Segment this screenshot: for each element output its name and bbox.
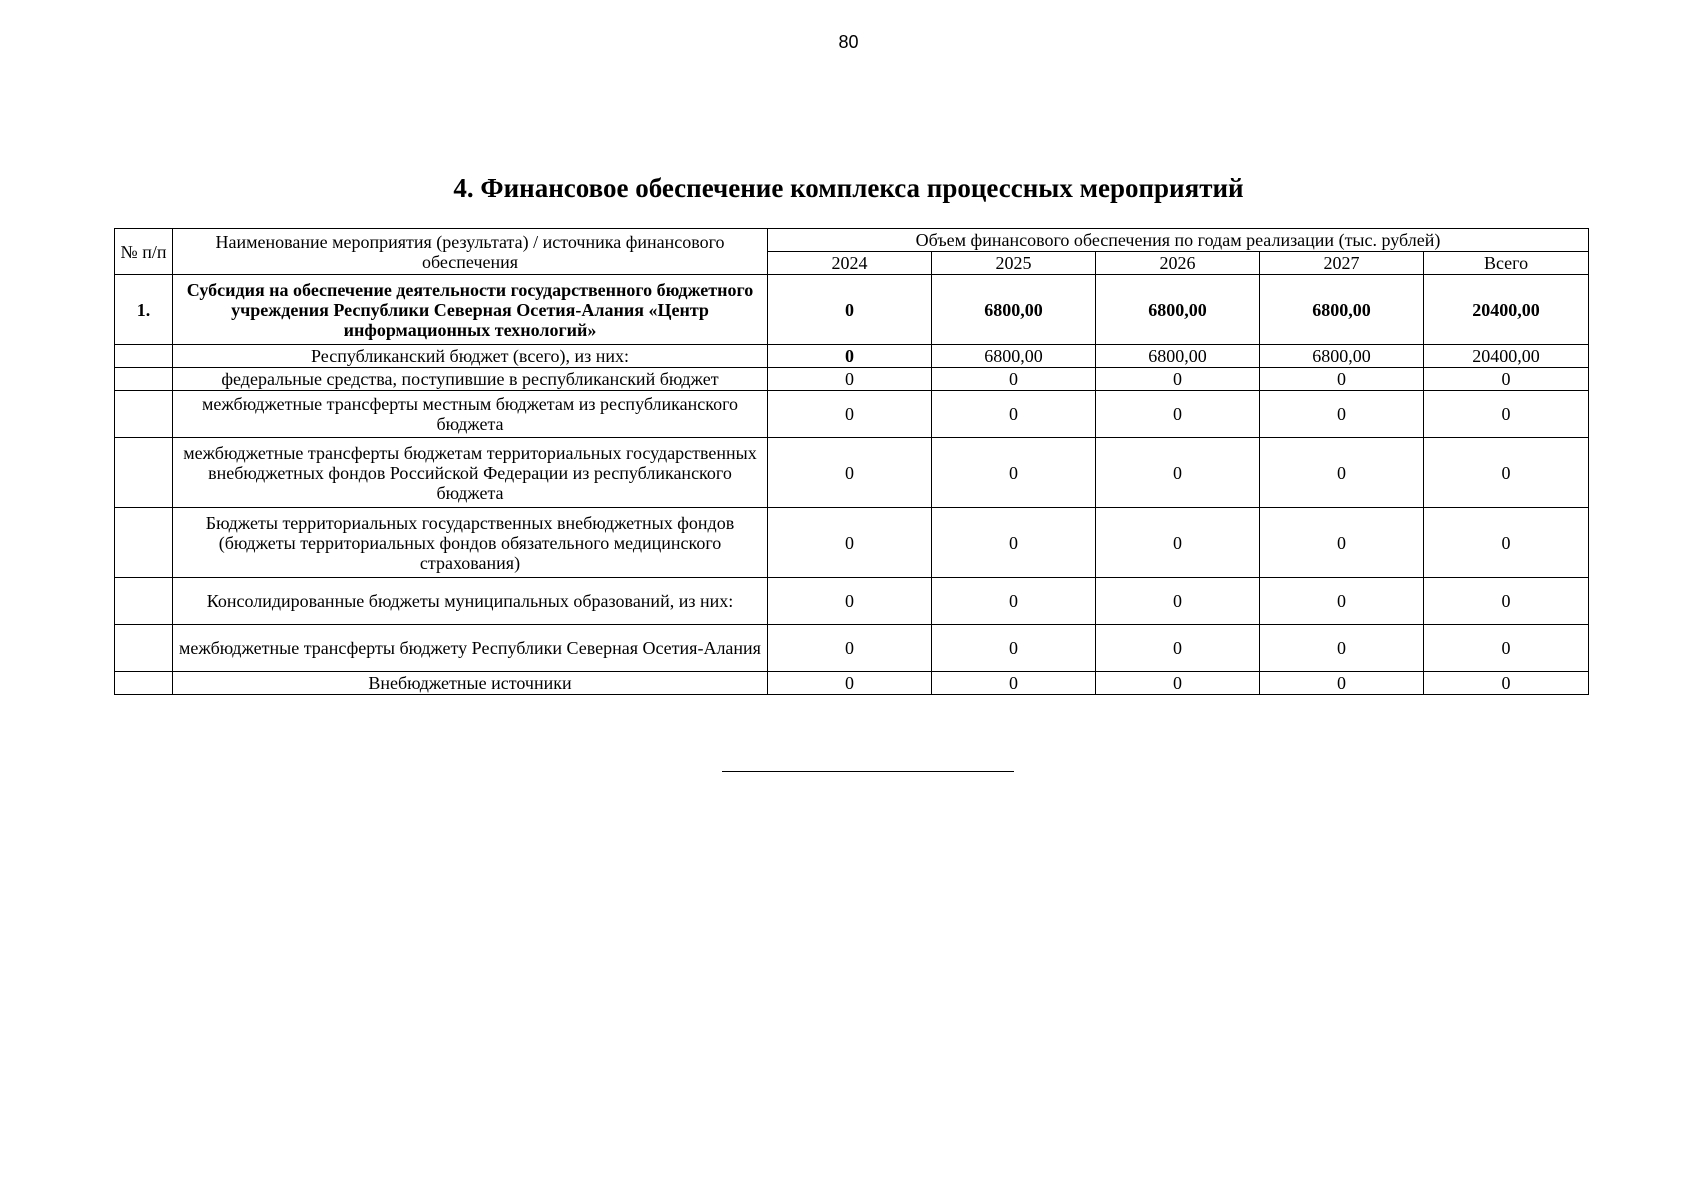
row-value: 20400,00 bbox=[1424, 275, 1589, 345]
header-num: № п/п bbox=[115, 229, 173, 275]
table-row bbox=[115, 345, 1589, 368]
section-title: 4. Финансовое обеспечение комплекса процессных мероприятий bbox=[453, 173, 1244, 203]
row-value: 6800,00 bbox=[1096, 345, 1260, 368]
row-value: 0 bbox=[1424, 578, 1589, 625]
footnote-divider bbox=[722, 771, 1014, 772]
header-year: 2024 bbox=[768, 252, 932, 275]
row-value: 0 bbox=[768, 438, 932, 508]
row-value: 0 bbox=[768, 625, 932, 672]
row-value: 0 bbox=[1260, 578, 1424, 625]
row-num bbox=[115, 345, 173, 368]
row-num: 1. bbox=[115, 275, 173, 345]
row-name: Республиканский бюджет (всего), из них: bbox=[173, 345, 768, 368]
table-row bbox=[115, 438, 1589, 508]
row-value: 0 bbox=[1424, 368, 1589, 391]
header-row-top bbox=[115, 229, 1589, 252]
row-value: 0 bbox=[768, 578, 932, 625]
row-name: Внебюджетные источники bbox=[173, 672, 768, 695]
row-num bbox=[115, 508, 173, 578]
row-value: 0 bbox=[1424, 625, 1589, 672]
row-value: 0 bbox=[768, 368, 932, 391]
row-value: 0 bbox=[1424, 438, 1589, 508]
table-row bbox=[115, 368, 1589, 391]
row-num bbox=[115, 578, 173, 625]
header-year: 2026 bbox=[1096, 252, 1260, 275]
row-value: 0 bbox=[1096, 578, 1260, 625]
row-value: 0 bbox=[1260, 508, 1424, 578]
row-value: 0 bbox=[932, 672, 1096, 695]
row-value: 0 bbox=[768, 391, 932, 438]
row-value: 0 bbox=[768, 672, 932, 695]
row-value: 0 bbox=[932, 578, 1096, 625]
row-value: 0 bbox=[1096, 625, 1260, 672]
row-value: 0 bbox=[932, 438, 1096, 508]
row-num bbox=[115, 368, 173, 391]
row-num bbox=[115, 391, 173, 438]
row-value: 0 bbox=[1260, 672, 1424, 695]
row-value: 0 bbox=[932, 508, 1096, 578]
row-value: 0 bbox=[932, 368, 1096, 391]
table-row bbox=[115, 625, 1589, 672]
row-value: 0 bbox=[1096, 438, 1260, 508]
row-value: 0 bbox=[1260, 625, 1424, 672]
row-value: 0 bbox=[1424, 391, 1589, 438]
row-value: 6800,00 bbox=[932, 345, 1096, 368]
row-num bbox=[115, 672, 173, 695]
table-row bbox=[115, 672, 1589, 695]
page-number: 80 bbox=[838, 32, 859, 52]
row-value: 20400,00 bbox=[1424, 345, 1589, 368]
row-value: 0 bbox=[768, 345, 932, 368]
row-name: Бюджеты территориальных государственных внебюджетных фондов (бюджеты территориальных фондов обязательного медицинского страхования) bbox=[173, 508, 768, 578]
header-year: 2027 bbox=[1260, 252, 1424, 275]
table-row bbox=[115, 275, 1589, 345]
row-value: 0 bbox=[1096, 508, 1260, 578]
row-name: межбюджетные трансферты местным бюджетам из республиканского бюджета bbox=[173, 391, 768, 438]
row-value: 0 bbox=[768, 508, 932, 578]
table-row bbox=[115, 508, 1589, 578]
row-value: 0 bbox=[1096, 368, 1260, 391]
row-value: 0 bbox=[1424, 508, 1589, 578]
header-volume: Объем финансового обеспечения по годам реализации (тыс. рублей) bbox=[768, 229, 1589, 252]
row-name: межбюджетные трансферты бюджетам территориальных государственных внебюджетных фондов Российской Федерации из республиканского бюджета bbox=[173, 438, 768, 508]
row-value: 0 bbox=[1096, 391, 1260, 438]
row-value: 6800,00 bbox=[932, 275, 1096, 345]
table-row bbox=[115, 391, 1589, 438]
row-name: Субсидия на обеспечение деятельности государственного бюджетного учреждения Республики Северная Осетия-Алания «Центр информационных технологий» bbox=[173, 275, 768, 345]
row-value: 0 bbox=[1260, 391, 1424, 438]
row-value: 0 bbox=[1096, 672, 1260, 695]
row-value: 0 bbox=[932, 625, 1096, 672]
row-value: 0 bbox=[1260, 438, 1424, 508]
row-name: Консолидированные бюджеты муниципальных образований, из них: bbox=[173, 578, 768, 625]
row-name: федеральные средства, поступившие в республиканский бюджет bbox=[173, 368, 768, 391]
row-value: 0 bbox=[932, 391, 1096, 438]
row-name: межбюджетные трансферты бюджету Республики Северная Осетия-Алания bbox=[173, 625, 768, 672]
financing-table bbox=[114, 228, 1589, 695]
header-name: Наименование мероприятия (результата) / источника финансового обеспечения bbox=[173, 229, 768, 275]
row-value: 6800,00 bbox=[1260, 345, 1424, 368]
header-total: Всего bbox=[1424, 252, 1589, 275]
row-value: 6800,00 bbox=[1096, 275, 1260, 345]
table-row bbox=[115, 578, 1589, 625]
row-value: 0 bbox=[768, 275, 932, 345]
row-value: 0 bbox=[1260, 368, 1424, 391]
header-year: 2025 bbox=[932, 252, 1096, 275]
row-num bbox=[115, 625, 173, 672]
row-num bbox=[115, 438, 173, 508]
row-value: 6800,00 bbox=[1260, 275, 1424, 345]
row-value: 0 bbox=[1424, 672, 1589, 695]
